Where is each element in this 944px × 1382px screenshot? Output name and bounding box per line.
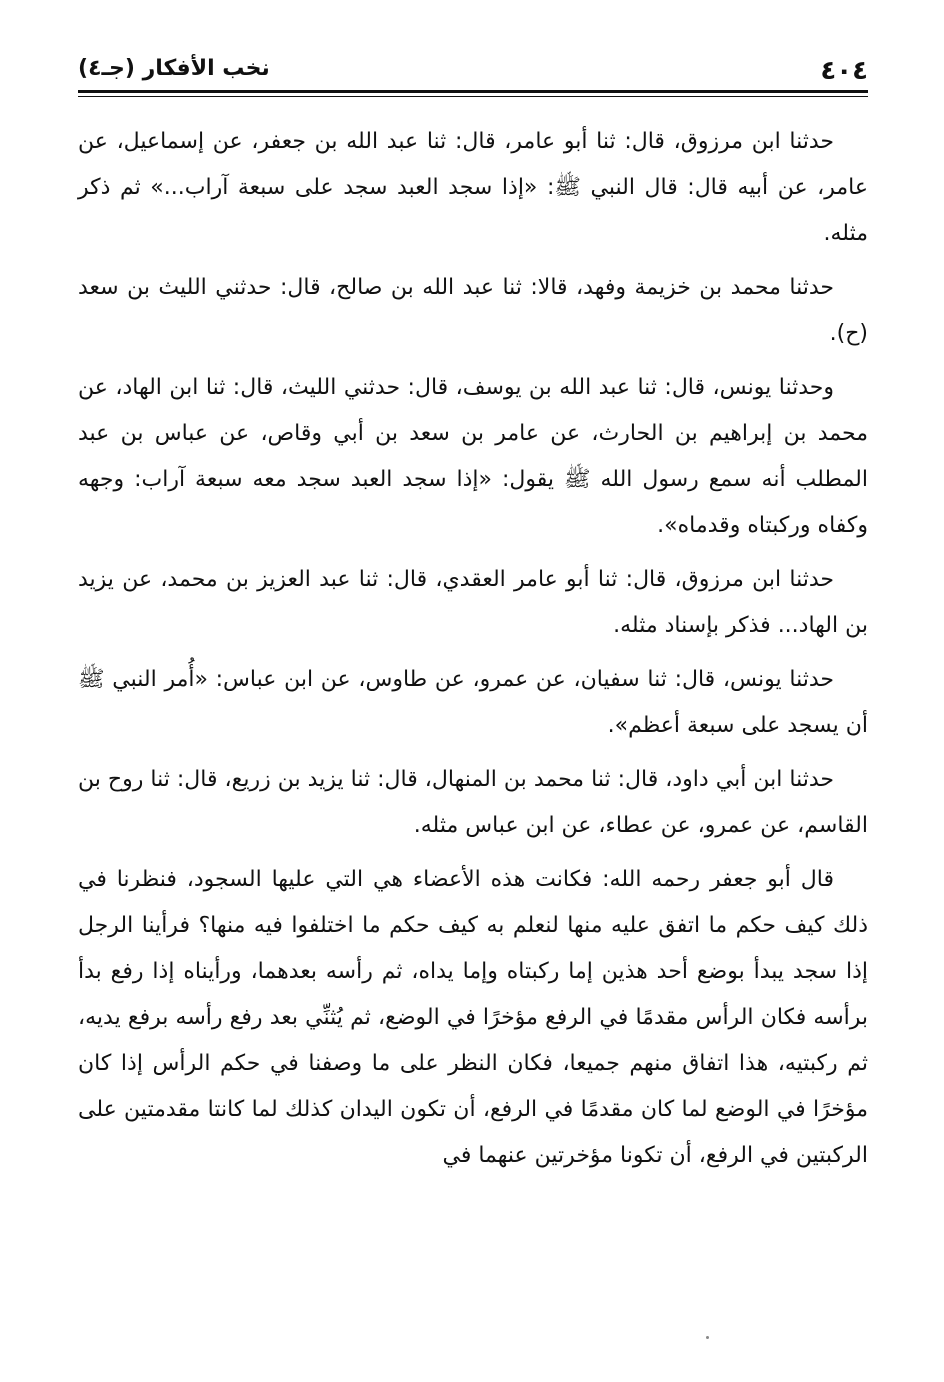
paragraph-hadith-3: وحدثنا يونس، قال: ثنا عبد الله بن يوسف، قال: حدثني الليث، قال: ثنا ابن الهاد، عن محمد بن إبراهيم بن الحارث، عن عامر بن سعد بن أبي وقاص، عن عباس بن عبد المطلب أنه سمع رسول الله ﷺ يقول: «إذا سجد العبد سجد معه سبعة آراب: وجهه وكفاه وركبتاه وقدماه». — [78, 375, 868, 538]
paragraph-hadith-1: حدثنا ابن مرزوق، قال: ثنا أبو عامر، قال: ثنا عبد الله بن جعفر، عن إسماعيل، عن عامر، عن أبيه قال: قال النبي ﷺ: «إذا سجد العبد سجد على سبعة آراب...» ثم ذكر مثله. — [78, 129, 868, 246]
book-page — [78, 50, 868, 1187]
page-header — [78, 50, 868, 88]
page-number: ٤٠٤ — [820, 56, 868, 86]
paragraph-hadith-5: حدثنا يونس، قال: ثنا سفيان، عن عمرو، عن طاوس، عن ابن عباس: «أُمر النبي ﷺ أن يسجد على سبعة أعظم». — [78, 667, 868, 738]
running-title: نخب الأفكار (جـ٤) — [78, 56, 270, 81]
scan-speck — [706, 1336, 709, 1339]
paragraph-commentary: قال أبو جعفر رحمه الله: فكانت هذه الأعضاء هي التي عليها السجود، فنظرنا في ذلك كيف حكم ما اتفق عليه منها لنعلم به كيف حكم ما اختلفوا فيه منها؟ فرأينا الرجل إذا سجد يبدأ بوضع أحد هذين إما ركبتاه وإما يداه، ثم رأسه بعدهما، ورأيناه إذا رفع بدأ برأسه فكان الرأس مقدمًا في الرفع مؤخرًا في الوضع، ثم يُثنِّي بعد رفع رأسه برفع يديه، ثم ركبتيه، هذا اتفاق منهم جميعا، فكان النظر على ما وصفنا في حكم الرأس إذا كان مؤخرًا في الوضع لما كان مقدمًا في الرفع، أن تكون اليدان كذلك لما كانتا مقدمتين على الركبتين في الرفع، أن تكونا مؤخرتين عنهما في — [78, 867, 868, 1168]
header-rule-thick — [78, 90, 868, 93]
paragraph-hadith-6: حدثنا ابن أبي داود، قال: ثنا محمد بن المنهال، قال: ثنا يزيد بن زريع، قال: ثنا روح بن القاسم، عن عمرو، عن عطاء، عن ابن عباس مثله. — [78, 767, 868, 838]
body-text — [78, 119, 868, 1179]
header-rule-thin — [78, 96, 868, 97]
paragraph-hadith-4: حدثنا ابن مرزوق، قال: ثنا أبو عامر العقدي، قال: ثنا عبد العزيز بن محمد، عن يزيد بن الهاد... فذكر بإسناد مثله. — [78, 567, 868, 638]
paragraph-hadith-2: حدثنا محمد بن خزيمة وفهد، قالا: ثنا عبد الله بن صالح، قال: حدثني الليث بن سعد (ح). — [78, 275, 868, 346]
